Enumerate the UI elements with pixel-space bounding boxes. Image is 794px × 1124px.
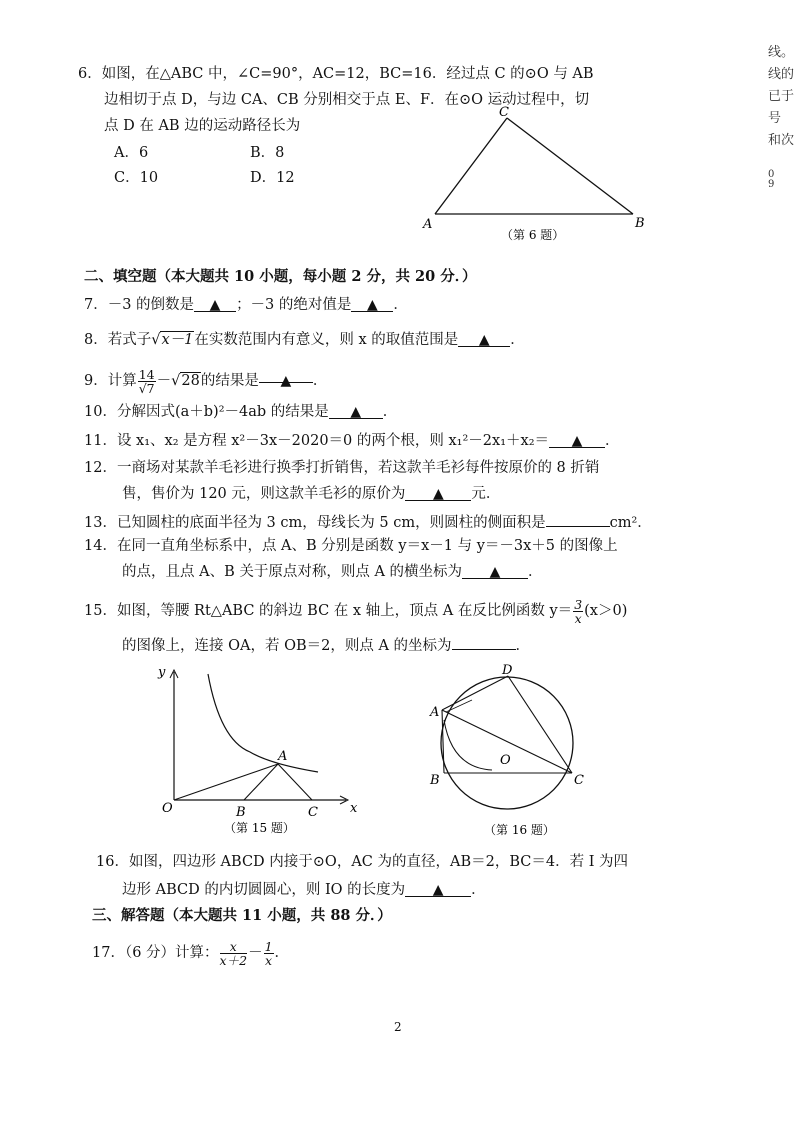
q17: 17．（6 分）计算： $\frac{x}{x+2}$ － $\frac{1}{x}$ ． xyxy=(92,938,290,968)
label-c: C xyxy=(499,105,509,120)
axis-x-label: x xyxy=(350,801,358,816)
q6-line1: 6．如图，在△ABC 中，∠C=90°，AC=12，BC=16．经过点 C 的⊙O 与 AB xyxy=(78,66,594,82)
q15-line1: 15．如图，等腰 Rt△ABC 的斜边 BC 在 x 轴上，顶点 A 在反比例函数 y＝ $\frac{3}{x}$ (x＞0) xyxy=(84,596,628,626)
label-a: A xyxy=(423,217,433,232)
section-3-heading: 三、解答题（本大题共 11 小题，共 88 分．） xyxy=(92,907,392,924)
q10: 10．分解因式(a＋b)²－4ab 的结果是 ▲ ． xyxy=(84,404,398,420)
label-o: O xyxy=(162,801,173,816)
q16-line2: 边形 ABCD 的内切圆圆心，则 IO 的长度为 ▲ ． xyxy=(122,882,486,898)
label-b: B xyxy=(236,805,246,820)
margin-digit: 0 xyxy=(768,169,775,180)
margin-line: 号 xyxy=(768,111,782,126)
figure-q15 xyxy=(150,660,375,840)
q7: 7．－3 的倒数是 ▲ ；－3 的绝对值是 ▲ ． xyxy=(84,297,408,313)
margin-line: 和次 xyxy=(768,133,794,148)
margin-digit: 9 xyxy=(768,179,775,190)
q13: 13．已知圆柱的底面半径为 3 cm，母线长为 5 cm，则圆柱的侧面积是 cm²． xyxy=(84,510,652,533)
label-a: A xyxy=(430,705,440,720)
label-o: O xyxy=(500,753,511,768)
figure-q6 xyxy=(415,104,665,244)
q12-line2: 售，售价为 120 元，则这款羊毛衫的原价为 ▲ 元． xyxy=(122,486,501,502)
figure-caption: （第 16 题） xyxy=(484,823,555,837)
figure-q16 xyxy=(422,660,592,842)
q11: 11．设 x₁、x₂ 是方程 x²－3x－2020＝0 的两个根，则 x₁²－2x₁＋x₂＝ ▲ ． xyxy=(84,433,620,449)
label-a: A xyxy=(278,749,288,764)
q6-option-a: A．6 xyxy=(114,145,149,161)
label-d: D xyxy=(502,663,513,678)
q6-line3: 点 D 在 AB 边的运动路径长为 xyxy=(104,118,301,134)
q9: 9．计算 $\frac{14}{√7}$ －√28的结果是 ▲ ． xyxy=(84,366,328,396)
q14-line2: 的点，且点 A、B 关于原点对称，则点 A 的横坐标为 ▲ ． xyxy=(122,564,543,580)
label-c: C xyxy=(308,805,318,820)
section-2-heading: 二、填空题（本大题共 10 小题，每小题 2 分，共 20 分．） xyxy=(84,268,477,285)
q12-line1: 12．一商场对某款羊毛衫进行换季打折销售，若这款羊毛衫每件按原价的 8 折销 xyxy=(84,460,600,476)
label-b: B xyxy=(430,773,440,788)
page-number: 2 xyxy=(394,1020,402,1034)
label-b: B xyxy=(635,216,645,231)
q8: 8．若式子√x－1在实数范围内有意义，则 x 的取值范围是 ▲ ． xyxy=(84,332,525,348)
q16-line1: 16．如图，四边形 ABCD 内接于⊙O，AC 为的直径，AB＝2，BC＝4．若 I 为四 xyxy=(96,854,629,870)
label-c: C xyxy=(574,773,584,788)
margin-notes xyxy=(768,42,794,190)
q6-option-c: C．10 xyxy=(114,170,159,186)
q14-line1: 14．在同一直角坐标系中，点 A、B 分别是函数 y＝x－1 与 y＝－3x＋5 的图像上 xyxy=(84,538,618,554)
margin-line: 线。 xyxy=(768,45,794,60)
q15-line2: 的图像上，连接 OA，若 OB＝2，则点 A 的坐标为 ． xyxy=(122,633,530,656)
axis-y-label: y xyxy=(158,665,166,680)
margin-line: 已于 xyxy=(768,89,794,104)
q6-option-d: D．12 xyxy=(250,170,295,186)
margin-line: 线的 xyxy=(768,67,794,82)
figure-caption: （第 6 题） xyxy=(501,228,565,242)
figure-caption: （第 15 题） xyxy=(224,821,295,835)
q6-line2: 边相切于点 D，与边 CA、CB 分别相交于点 E、F．在⊙O 运动过程中，切 xyxy=(104,92,590,108)
q6-option-b: B．8 xyxy=(250,145,285,161)
